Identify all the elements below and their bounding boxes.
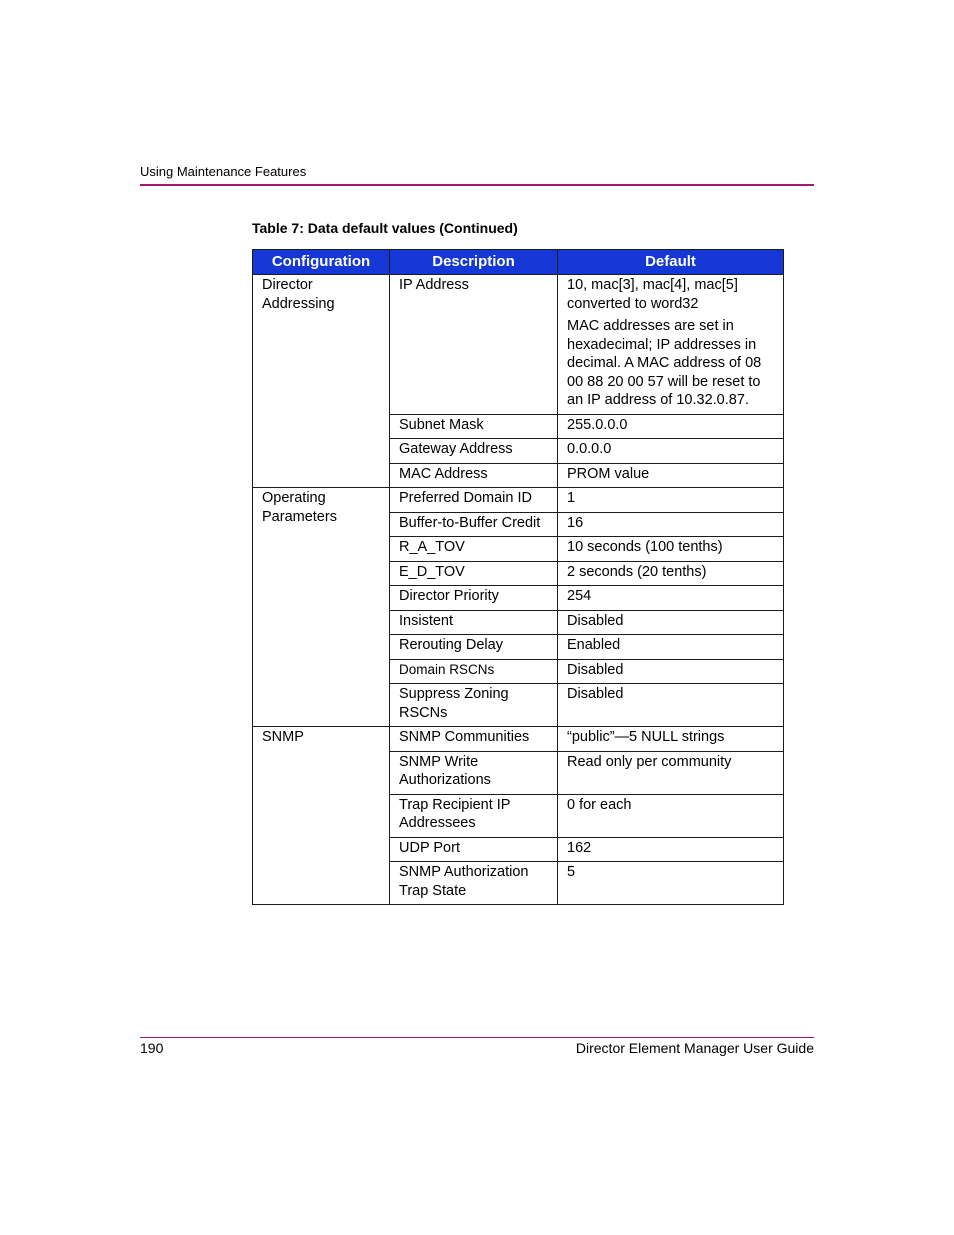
default-cell: 16	[558, 512, 784, 537]
default-cell: 0.0.0.0	[558, 439, 784, 464]
configuration-cell	[253, 727, 390, 905]
default-cell: 5	[558, 862, 784, 905]
description-cell: SNMP Communities	[390, 727, 558, 752]
description-cell: Preferred Domain ID	[390, 488, 558, 513]
description-cell: Rerouting Delay	[390, 635, 558, 660]
default-value: 10, mac[3], mac[4], mac[5] converted to word32	[567, 277, 738, 312]
default-cell: Disabled	[558, 610, 784, 635]
description-cell: E_D_TOV	[390, 561, 558, 586]
description-cell: SNMP Write Authorizations	[390, 751, 558, 794]
guide-title: Director Element Manager User Guide	[575, 1040, 814, 1056]
header-rule	[140, 184, 814, 186]
configuration-label: Operating Parameters	[262, 490, 337, 525]
description-cell: Subnet Mask	[390, 414, 558, 439]
table-row	[253, 727, 784, 752]
default-cell: Enabled	[558, 635, 784, 660]
table-header-row	[253, 250, 784, 275]
description-cell: Domain RSCNs	[390, 659, 558, 684]
default-cell: Read only per community	[558, 751, 784, 794]
default-note: MAC addresses are set in hexadecimal; IP addresses in decimal. A MAC address of 08 00 88 20 00 57 will be reset to an IP address of 10.32.0.87.	[567, 318, 762, 408]
column-header-default: Default	[558, 250, 784, 275]
table-row	[253, 275, 784, 415]
table-caption: Table 7: Data default values (Continued)	[252, 220, 518, 236]
default-cell: 1	[558, 488, 784, 513]
description-cell: MAC Address	[390, 463, 558, 488]
running-header: Using Maintenance Features	[140, 164, 307, 179]
description-cell: Gateway Address	[390, 439, 558, 464]
description-cell: Buffer-to-Buffer Credit	[390, 512, 558, 537]
default-cell: Disabled	[558, 659, 784, 684]
description-cell: IP Address	[390, 275, 558, 415]
default-cell: PROM value	[558, 463, 784, 488]
default-cell: “public”—5 NULL strings	[558, 727, 784, 752]
default-cell: 10 seconds (100 tenths)	[558, 537, 784, 562]
description-cell: R_A_TOV	[390, 537, 558, 562]
default-cell	[558, 275, 784, 415]
page-number: 190	[140, 1040, 164, 1056]
default-cell: 255.0.0.0	[558, 414, 784, 439]
footer-rule	[140, 1037, 814, 1038]
description-cell: Suppress Zoning RSCNs	[390, 684, 558, 727]
default-cell: Disabled	[558, 684, 784, 727]
default-cell: 162	[558, 837, 784, 862]
description-cell: SNMP Authorization Trap State	[390, 862, 558, 905]
configuration-label: Director Addressing	[262, 277, 335, 312]
description-cell: Insistent	[390, 610, 558, 635]
configuration-cell	[253, 488, 390, 727]
default-cell: 2 seconds (20 tenths)	[558, 561, 784, 586]
default-cell: 0 for each	[558, 794, 784, 837]
default-cell: 254	[558, 586, 784, 611]
table-row	[253, 488, 784, 513]
description-cell: UDP Port	[390, 837, 558, 862]
description-cell: Trap Recipient IP Addressees	[390, 794, 558, 837]
default-values-table	[252, 249, 784, 905]
description-cell: Director Priority	[390, 586, 558, 611]
column-header-description: Description	[390, 250, 558, 275]
configuration-cell	[253, 275, 390, 488]
configuration-label: SNMP	[262, 729, 304, 745]
column-header-configuration: Configuration	[253, 250, 390, 275]
